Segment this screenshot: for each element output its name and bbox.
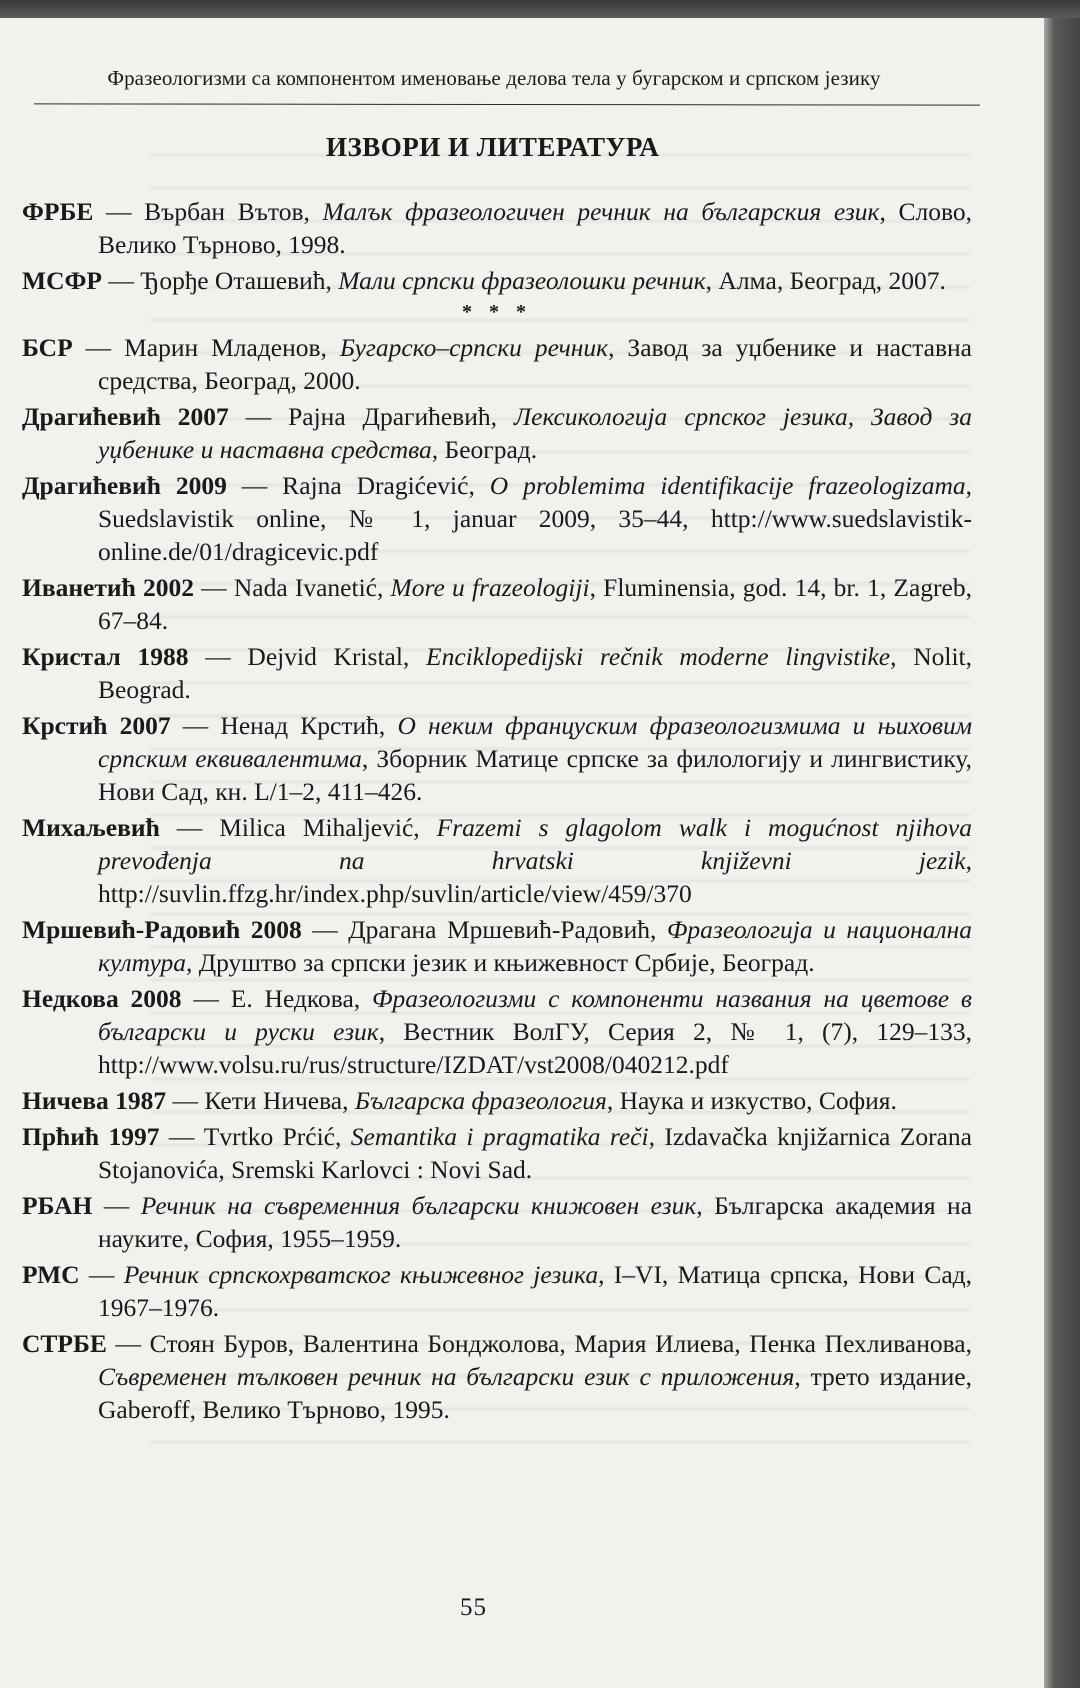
bibliography-entry	[22, 331, 972, 397]
entry-key: Драгићевић 2009	[22, 471, 227, 500]
entry-title: Frazemi s glagolom walk i mogućnost njihova prevođenja na hrvatski književni jezik	[98, 813, 972, 875]
entry-text: — Рајна Драгићевић,	[228, 402, 514, 431]
entry-text: , Fluminensia, god. 14, br. 1, Zagreb, 67–84.	[98, 573, 972, 635]
entry-title: Съвременен тълковен речник на български език с приложения	[98, 1362, 795, 1391]
entry-key: РБАН	[22, 1191, 93, 1220]
entry-key: СТРБЕ	[22, 1329, 107, 1358]
entry-text: — Rajna Dragićević,	[226, 471, 490, 500]
running-header: Фразеологизми са компонентом именовање делова тела у бугарском и српском језику	[107, 66, 881, 90]
entry-key: ФРБЕ	[22, 197, 94, 226]
entry-text: — Ненад Крстић,	[170, 711, 398, 740]
entry-text: , трето издание, Gaberoff, Велико Търново, 1995.	[98, 1362, 972, 1424]
entry-key: Драгићевић 2007	[22, 402, 229, 431]
entry-text: — Марин Младенов,	[72, 333, 340, 362]
entry-key: РМС	[22, 1260, 80, 1289]
bibliography-entry	[22, 1084, 972, 1117]
literature-list	[22, 331, 972, 1426]
entry-text: — Стоян Буров, Валентина Бонджолова, Мария Илиева, Пенка Пехливанова,	[106, 1329, 972, 1358]
entry-key: Ничева 1987	[22, 1086, 167, 1115]
entry-text: — Tvrtko Prćić,	[159, 1122, 351, 1151]
entry-key: Прћић 1997	[22, 1122, 160, 1151]
page-number: 55	[460, 1594, 487, 1621]
entry-text: , Алма, Београд, 2007.	[705, 266, 946, 295]
entry-title: Речник српскохрватског књижевног језика	[123, 1260, 599, 1289]
bibliography-entry	[22, 195, 972, 261]
entry-text: , I–VI, Матица српска, Нови Сад, 1967–1976.	[98, 1260, 972, 1322]
page-edge-shadow	[1044, 18, 1080, 1688]
entry-title: Бугарско–српски речник	[339, 333, 609, 362]
entry-title: O problemima identifikacije frazeologizama	[489, 471, 966, 500]
bibliography-entry	[22, 571, 972, 637]
entry-text: — Dejvid Kristal,	[188, 642, 427, 671]
entry-title: Фразеологија и национална култура	[98, 915, 972, 977]
entry-text: Izdavačka knjižarnica Zorana Stojanovića, Sremski Karlovci : Novi Sad.	[98, 1122, 972, 1184]
entry-title: О неким француским фразеологизмима и њиховим српским еквивалентима	[98, 711, 972, 773]
bibliography-entry	[22, 1189, 972, 1255]
entry-text: — Драгана Мршевић-Радовић,	[301, 915, 667, 944]
entry-text: , Друштво за српски језик и књижевност Србије, Београд.	[185, 948, 815, 977]
entry-title: Българска фразеология	[354, 1086, 607, 1115]
entry-title: More u frazeologiji	[390, 573, 590, 602]
entry-key: Иванетић 2002	[22, 573, 194, 602]
bibliography-entry	[22, 1120, 972, 1186]
entry-text: — Е. Недкова,	[181, 984, 372, 1013]
entry-key: Мршевић-Радовић 2008	[22, 915, 302, 944]
entry-key: Кристал 1988	[22, 642, 189, 671]
entry-key: Недкова 2008	[22, 984, 182, 1013]
entry-text: , Завод за уџбенике и наставна средства, Београд, 2000.	[98, 333, 972, 395]
entry-text: , Suedslavistik online, № 1, januar 2009, 35–44, http://www.suedslavistik-online.de/01/dragicevic.pdf	[98, 471, 972, 566]
entry-text: , Nolit, Beograd.	[98, 642, 972, 704]
entry-text: — Върбан Вътов,	[93, 197, 323, 226]
entry-title: Малък фразеологичен речник на българския език	[322, 197, 880, 226]
entry-text: , http://suvlin.ffzg.hr/index.php/suvlin/article/view/459/370	[98, 846, 972, 908]
entry-text: — Кети Ничева,	[166, 1086, 355, 1115]
entry-title: Semantika i pragmatika reči,	[350, 1122, 655, 1151]
entry-title: Enciklopedijski rečnik moderne lingvistike	[426, 642, 891, 671]
bibliography-entry	[22, 811, 972, 910]
entry-text: —	[79, 1260, 124, 1289]
bibliography-entry	[22, 264, 972, 297]
bibliography-entry	[22, 1327, 972, 1426]
entry-text: , Вестник ВолГУ, Серия 2, № 1, (7), 129–133, http://www.volsu.ru/rus/structure/IZDAT/vst2008/040212.pdf	[98, 1017, 973, 1079]
entry-title: Лексикологија српског језика, Завод за уџбенике и наставна средства	[98, 402, 972, 464]
entry-text: —	[92, 1191, 141, 1220]
entry-key: БСР	[22, 333, 73, 362]
entry-text: , Българска академия на науките, София, 1955–1959.	[98, 1191, 973, 1253]
entry-title: Фразеологизми с компоненти названия на цветове в български и руски език	[98, 984, 972, 1046]
bibliography-entry	[22, 400, 972, 466]
entry-text: , Слово, Велико Търново, 1998.	[98, 197, 972, 259]
entry-title: Речник на съвременния български книжовен език	[140, 1191, 697, 1220]
entry-text: , Зборник Матице српске за филологију и лингвистику, Нови Сад, кн. L/1–2, 411–426.	[98, 744, 972, 806]
sources-list	[22, 195, 972, 297]
bibliography-entry	[22, 709, 972, 808]
entry-text: — Milica Mihaljević,	[159, 813, 437, 842]
bibliography-entry	[22, 1258, 972, 1324]
bibliography-entry	[22, 982, 972, 1081]
entry-key: Крстић 2007	[22, 711, 171, 740]
entry-title: Мали српски фразеолошки речник	[338, 266, 706, 295]
entry-key: Михаљевић	[22, 813, 160, 842]
section-title: ИЗВОРИ И ЛИТЕРАТУРА	[326, 132, 660, 162]
bibliography-entry	[22, 640, 972, 706]
entry-text: , Наука и изкуство, София.	[606, 1086, 897, 1115]
entry-text: , Београд.	[431, 435, 538, 464]
section-separator: * * *	[462, 301, 532, 323]
entry-text: — Ђорђе Оташевић,	[101, 266, 339, 295]
entry-text: — Nada Ivanetić,	[193, 573, 391, 602]
bibliography-entry	[22, 469, 972, 568]
bibliography-entry	[22, 913, 972, 979]
bibliography	[22, 195, 972, 1429]
entry-key: МСФР	[22, 266, 102, 295]
